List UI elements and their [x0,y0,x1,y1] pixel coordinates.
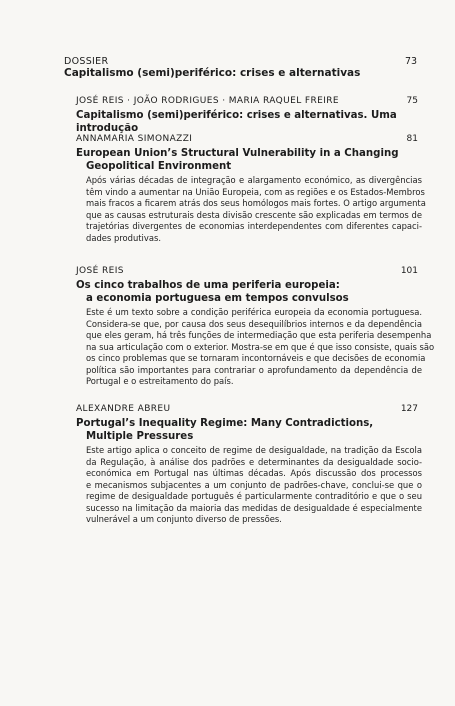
entry-title-line: Geopolitical Environment [86,161,232,172]
entry-title [76,417,422,443]
entry-title-line: Os cinco trabalhos de uma periferia europeia: [76,280,340,291]
abstract-line: que eles geram, há três funções de intermediação que esta periferia desempenha [86,330,432,340]
toc-entry-abreu[interactable] [76,404,422,526]
entry-authors: JOSÉ REIS · JOÃO RODRIGUES · MARIA RAQUEL FREIRE [76,96,340,106]
entry-authors: JOSÉ REIS [76,266,124,276]
abstract-line: na sua articulação com o exterior. Mostra-se em que é que isso consiste, quais são [86,341,435,352]
entry-title-line: Capitalismo (semi)periférico: crises e alternativas. Uma introdução [76,110,397,134]
dossier-page-number: 73 [405,56,418,67]
abstract-line: Este é um texto sobre a condição periférica europeia da economia portuguesa. [86,307,422,317]
dossier-label: DOSSIER [64,56,109,67]
abstract-line: trajetórias divergentes de economias interdependentes com diferentes capaci- [86,221,422,231]
entry-authors: ALEXANDRE ABREU [76,404,171,414]
abstract-line: que as causas estruturais desta divisão crescente são explicadas em termos de [86,209,422,220]
abstract-line: Este artigo aplica o conceito de regime de desigualdade, na tradição da Escola [86,445,422,455]
abstract-line: têm vindo a aumentar na União Europeia, com as regiões e os Estados-Membros [86,186,425,197]
abstract-line: sucesso na limitação da maioria das medidas de desigualdade é especialmente [86,502,422,513]
entry-title-line: Portugal’s Inequality Regime: Many Contradictions, [76,418,374,429]
entry-title [76,279,422,305]
entry-title [76,109,422,135]
toc-entry-introduction[interactable] [76,96,422,135]
abstract-line: Após várias décadas de integração e alargamento económico, as divergências [86,175,422,185]
entry-abstract [76,175,426,244]
entry-abstract [76,445,422,526]
toc-entry-simonazzi[interactable] [76,134,426,244]
abstract-line: Considera-se que, por causa dos seus desequilíbrios internos e da dependência [86,318,422,329]
abstract-line: Portugal e o estreitamento do país. [86,376,234,386]
entry-page-number: 101 [400,266,418,276]
abstract-line: e mecanismos subjacentes a um conjunto de padrões-chave, conclui-se que o [86,479,422,490]
toc-entry-reis[interactable] [76,266,435,388]
abstract-line: dades produtivas. [86,232,161,243]
abstract-line: os cinco problemas que se tornaram incontornáveis e que decisões de economia [86,353,426,363]
dossier-title: Capitalismo (semi)periférico: crises e alternativas [64,67,361,79]
entry-abstract [76,307,435,388]
entry-page-number: 81 [406,134,418,144]
abstract-line: económica em Portugal nas últimas décadas. Após discussão dos processos [86,468,422,478]
entry-title-line: Multiple Pressures [86,431,194,442]
entry-page-number: 75 [406,96,418,106]
abstract-line: da Regulação, à análise dos padrões e determinantes da desigualdade socio- [86,456,422,467]
entry-authors: ANNAMARIA SIMONAZZI [76,134,193,144]
abstract-line: regime de desigualdade português é particularmente contraditório e que o seu [86,491,422,501]
abstract-line: vulnerável a um conjunto diverso de pressões. [86,514,282,524]
entry-title-line: a economia portuguesa em tempos convulsos [86,293,349,304]
abstract-line: política são importantes para contrariar o aprofundamento da dependência de [86,364,422,375]
abstract-line: mais fracos a ficarem atrás dos seus homólogos mais fortes. O artigo argumenta [86,198,426,208]
entry-title [76,147,422,173]
entry-title-line: European Union’s Structural Vulnerability in a Changing [76,148,399,159]
entry-page-number: 127 [400,404,418,414]
